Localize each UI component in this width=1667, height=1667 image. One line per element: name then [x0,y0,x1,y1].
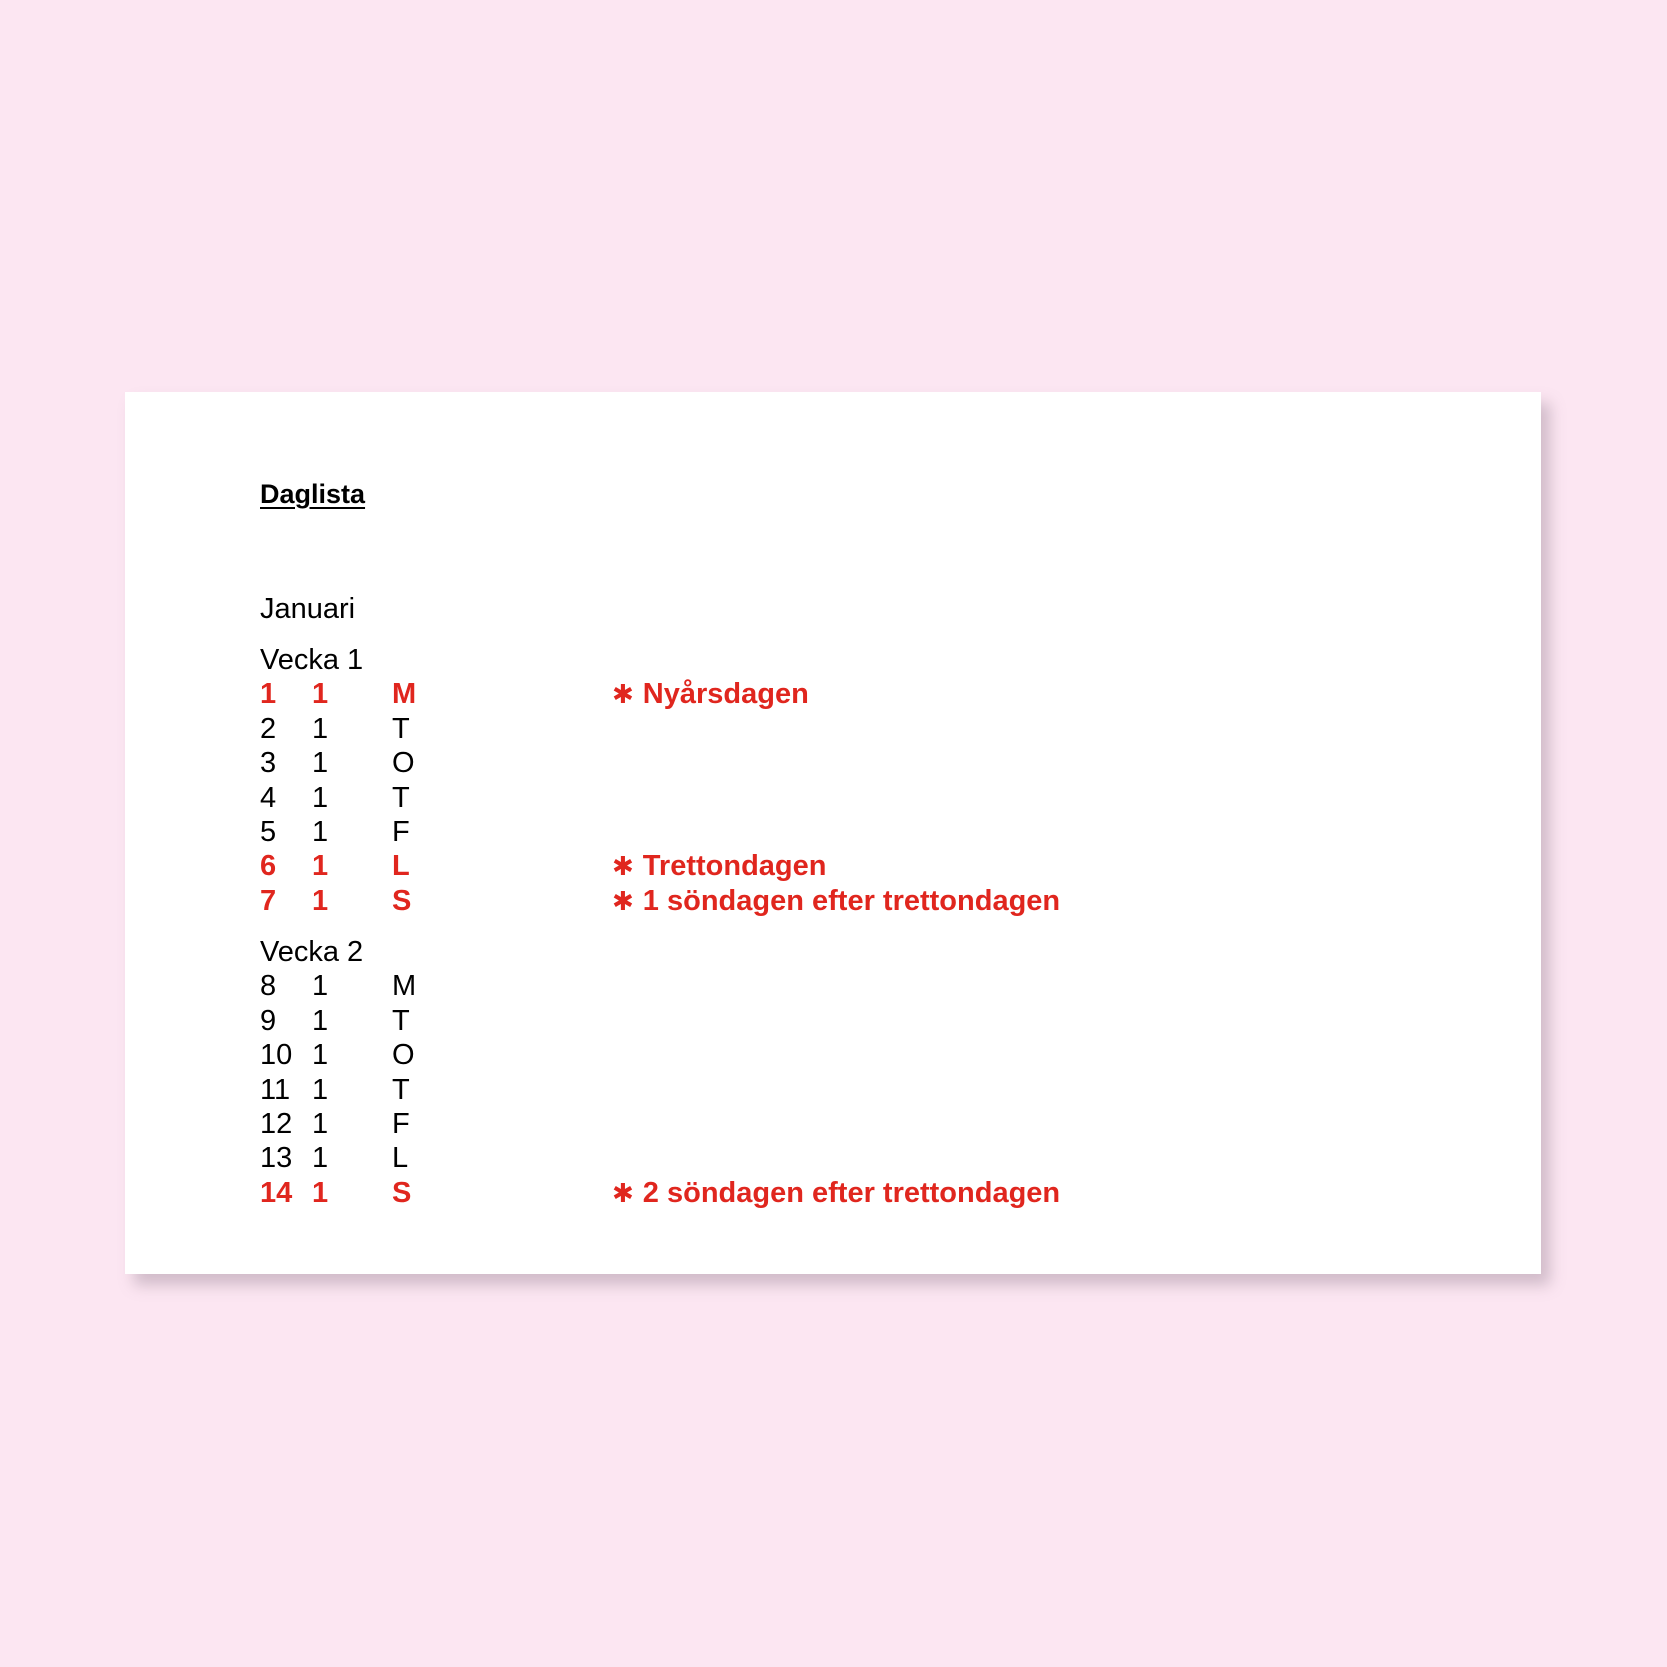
day-number: 11 [260,1073,291,1106]
day-number: 13 [260,1142,293,1175]
day-row [260,969,1160,1003]
weekday-letter: O [392,1039,415,1072]
month-number: 1 [312,747,329,780]
day-row [260,1107,1160,1141]
week-label: Vecka 1 [260,644,364,676]
day-number: 9 [260,1004,277,1037]
month-number: 1 [312,1176,329,1209]
weekday-letter: M [392,678,417,711]
day-number: 3 [260,747,277,780]
weekday-letter: T [392,781,410,814]
weekday-letter: M [392,970,417,1003]
day-row [260,746,1160,780]
day-number: 14 [260,1176,293,1209]
day-number: 6 [260,850,277,883]
weekday-letter: S [392,884,412,917]
month-number: 1 [312,884,329,917]
month-number: 1 [312,781,329,814]
weekday-letter: T [392,1073,410,1106]
week-section-1 [260,643,1160,918]
holiday-name: Nyårsdagen [642,678,809,711]
asterisk-icon: ✱ [612,885,634,916]
weekday-letter: T [392,712,410,745]
month-number: 1 [312,678,329,711]
day-row [260,781,1160,815]
holiday-note [612,1176,1060,1210]
weekday-letter: S [392,1176,412,1209]
holiday-note [612,849,826,883]
day-number: 8 [260,970,277,1003]
weekday-letter: L [392,1142,409,1175]
asterisk-icon: ✱ [612,1177,634,1208]
holiday-name: Trettondagen [642,850,827,883]
day-number: 4 [260,781,277,814]
holiday-name: 2 söndagen efter trettondagen [642,1176,1061,1209]
weekday-letter: T [392,1004,410,1037]
month-number: 1 [312,712,329,745]
asterisk-icon: ✱ [612,679,634,710]
day-row [260,1004,1160,1038]
day-row [260,1073,1160,1107]
holiday-row [260,1176,1160,1210]
day-list [260,677,1160,918]
day-number: 10 [260,1039,293,1072]
month-heading: Januari [260,593,356,625]
day-number: 7 [260,884,277,917]
day-list [260,969,1160,1210]
month-number: 1 [312,1039,329,1072]
holiday-row [260,849,1160,883]
weekday-letter: O [392,747,415,780]
day-number: 2 [260,712,277,745]
month-number: 1 [312,970,329,1003]
document-card [125,392,1541,1274]
month-number: 1 [312,1107,329,1140]
month-number: 1 [312,1142,329,1175]
holiday-row [260,884,1160,918]
holiday-row [260,677,1160,711]
holiday-note [612,884,1060,918]
month-number: 1 [312,850,329,883]
day-row [260,815,1160,849]
weekday-letter: L [392,850,410,883]
day-row [260,1141,1160,1175]
weekday-letter: F [392,1107,410,1140]
day-row [260,712,1160,746]
month-number: 1 [312,815,329,848]
week-section-2 [260,935,1160,1210]
week-label: Vecka 2 [260,936,364,968]
weekday-letter: F [392,815,410,848]
day-number: 1 [260,678,277,711]
day-number: 12 [260,1107,293,1140]
holiday-note [612,677,809,711]
asterisk-icon: ✱ [612,851,634,882]
holiday-name: 1 söndagen efter trettondagen [642,884,1061,917]
page-title: Daglista [260,479,366,509]
month-number: 1 [312,1004,329,1037]
day-row [260,1038,1160,1072]
month-number: 1 [312,1073,329,1106]
day-number: 5 [260,815,277,848]
